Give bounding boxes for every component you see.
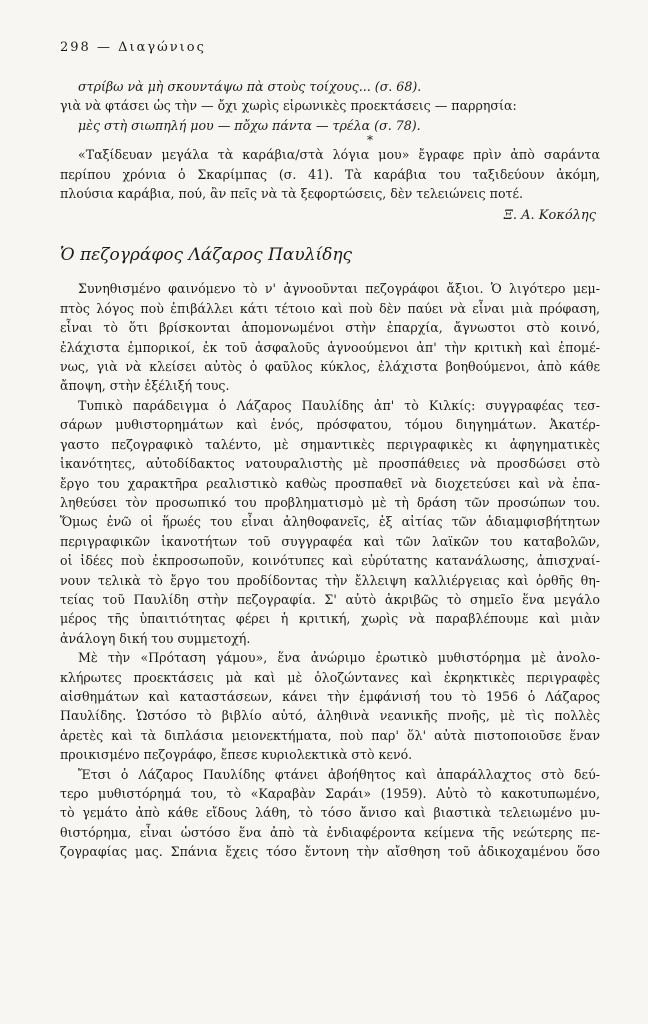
previous-review-end: [60, 77, 600, 227]
text-line: νουν τελικὰ τὸ ἔργο του προδίδοντας τὴν ἔλλειψη καλλιέργειας καὶ ὀρθῆς θη-: [60, 572, 600, 588]
text-line: Τυπικὸ παράδειγμα ὁ Λάζαρος Παυλίδης ἀπ' τὸ Κιλκίς: συγγραφέας τεσ-: [78, 397, 600, 413]
text-line: Ἔτσι ὁ Λάζαρος Παυλίδης φτάνει ἀβοήθητος καὶ ἀπαράλλαχτος στὸ δεύ-: [78, 766, 600, 782]
text-line: περιγραφικῶν ἱκανοτήτων τοῦ συγγραφέα καὶ τῶν λαϊκῶν του καταβολῶν,: [60, 533, 600, 549]
article-body: [60, 279, 600, 861]
text-line: εἶναι τὸ ὅτι βρίσκονται ἀπομονωμένοι στὴν ἐπαρχία, ἄγνωστοι στὸ κοινό,: [60, 320, 600, 336]
text-line: οἱ ἰδέες ποὺ ἐκπροσωποῦν, κοινότυπες καὶ εὐρύτατης κατανάλωσης, ἀπισχναί-: [60, 553, 600, 569]
text-line: ἱκανότητες, αὐτοδίδακτος νατουραλιστὴς μὲ προσπάθειες νὰ προσδώσει στὸ: [60, 456, 600, 472]
article-paragraph: [60, 648, 600, 764]
text-line: γιὰ νὰ φτάσει ὡς τὴν — ὄχι χωρὶς εἰρωνικὲς προεκτάσεις — παρρησία:: [60, 98, 517, 114]
text-line: αἰσθημάτων καὶ καταστάσεων, κάνει τὴν ἐμφάνισή του τὸ 1956 ὁ Λάζαρος: [60, 688, 600, 704]
text-line: μέρος τῆς ὑπαιτιότητας φέρει ἡ κριτική, χωρὶς νὰ παραβλέπουμε καὶ μιὰν: [60, 611, 600, 627]
article-paragraph: [60, 396, 600, 648]
text-line: Συνηθισμένο φαινόμενο τὸ ν' ἀγνοοῦνται πεζογράφοι ἄξιοι. Ὁ λιγότερο μεμ-: [78, 281, 600, 297]
text-line: ἄποψη, στὴν ἐξέλιξή τους.: [60, 378, 230, 394]
text-line: ληθεύσει τὸν προσωπικό του προβληματισμὸ μὲ τὴ δράση τῶν προσώπων του.: [60, 494, 600, 510]
text-line: ἀνάλογη δική του συμμετοχή.: [60, 630, 251, 646]
article-title: Ὁ πεζογράφος Λάζαρος Παυλίδης: [60, 245, 353, 266]
text-line: περίπου χρόνια ὁ Σκαρίμπας (σ. 41). Τὰ καράβια του ταξιδεύουν ἀκόμη,: [60, 166, 600, 182]
text-line: θιστόρημα, εἶναι ὡστόσο ἕνα ἀπὸ τὰ ἐνδιαφέροντα κείμενα τῆς νεώτερης πε-: [60, 824, 600, 840]
text-line: «Ταξίδευαν μεγάλα τὰ καράβια/στὰ λόγια μου» ἔγραφε πρὶν ἀπὸ σαράντα: [78, 147, 600, 163]
review-signature: Ξ. Α. Κοκόλης: [503, 208, 596, 224]
text-line: ζογραφίας μας. Σπάνια ἔχεις τόσο ἔντονη τὴν αἴσθηση τοῦ ἀδικοχαμένου ὅσο: [60, 844, 600, 860]
text-line: γαστο πεζογραφικὸ ταλέντο, μὲ σημαντικὲς περιγραφικὲς κι ἀφηγηματικὲς: [60, 436, 600, 452]
text-line: Μὲ τὴν «Πρόταση γάμου», ἕνα ἀνώριμο ἐρωτικὸ μυθιστόρημα μὲ ἀνολο-: [78, 650, 600, 666]
page-number: 298: [60, 40, 91, 55]
text-line: ἀρετὲς καὶ τὰ διπλάσια μειονεκτήματα, ποὺ παρ' ὅλ' αὐτὰ πιστοποιοῦσε ἕναν: [60, 727, 600, 743]
quote-line: στρίβω νὰ μὴ σκουντάψω πὰ στοὺς τοίχους... (σ. 68).: [78, 79, 422, 94]
header-dash: —: [96, 40, 112, 55]
running-head: [60, 40, 600, 55]
text-line: προικισμένο πεζογράφο, ἔπεσε κυριολεκτικὰ στὸ κενό.: [60, 747, 413, 763]
section-separator: *: [367, 133, 373, 148]
text-line: Ὅμως ἐνῶ οἱ ἥρωές του εἶναι ἀληθοφανεῖς, ἐξ αἰτίας τῶν ἀδιαμφισβήτητων: [60, 514, 600, 530]
article-paragraph: [60, 765, 600, 862]
text-line: πτὸς λόγος ποὺ ἐπιβάλλει κάτι τέτοιο καὶ ποὺ δὲν παύει νὰ εἶναι μιὰ πρόφαση,: [60, 300, 600, 316]
text-line: κλήρωτες προεκτάσεις μὰ καὶ μὲ ὁλοζώντανες καὶ ἐκρηκτικὲς περιγραφὲς: [60, 669, 600, 685]
text-line: τὸ γεμάτο ἀπὸ κάθε εἴδους λάθη, τὸ τόσο ἄνισο καὶ βιαστικὰ τελειωμένο μυ-: [60, 805, 600, 821]
text-line: Παυλίδης. Ὡστόσο τὸ βιβλίο αὐτό, ἀληθινὰ νεανικῆς πνοῆς, μὲ τὶς πολλὲς: [60, 708, 600, 724]
journal-name: Διαγώνιος: [118, 40, 206, 55]
article-paragraph: [60, 279, 600, 395]
text-line: τερο μυθιστόρημά του, τὸ «Καραβὰν Σαράι» (1959). Αὐτὸ τὸ κακοτυπωμένο,: [60, 786, 600, 801]
text-line: πλούσια καράβια, πού, ἂν πεῖς νὰ τὰ ξεφορτώσεις, δὲν τελειώνεις ποτέ.: [60, 186, 524, 202]
text-line: σάρων μυθιστορημάτων καὶ ἑνός, πρόσφατου, τόμου διηγημάτων. Ἀκατέρ-: [60, 417, 600, 433]
text-line: τείας τοῦ Παυλίδη στὴν πεζογραφία. Σ' αὐτὸ ἀκριβῶς τὸ σημεῖο ἕνα μεγάλο: [60, 591, 600, 607]
text-line: νως, γιὰ νὰ κλείσει αὐτὸς ὁ φαῦλος κύκλος, ἐλάχιστα βοηθούμενοι, ἀπὸ κάθε: [60, 359, 600, 375]
quote-line: μὲς στὴ σιωπηλή μου — πὄχω πάντα — τρέλα (σ. 78).: [78, 117, 421, 133]
text-line: ἔργο του χαρακτῆρα ρεαλιστικὸ καθὼς προσπαθεῖ νὰ διοχετεύσει καὶ νὰ ἐπα-: [60, 475, 600, 491]
text-line: ἐλάχιστα ἐμπορικοί, ἐκ τοῦ ἀσφαλοῦς ἀγνοούμενοι ἀπ' τὴν κριτικὴ καὶ ἑπομέ-: [60, 339, 600, 355]
